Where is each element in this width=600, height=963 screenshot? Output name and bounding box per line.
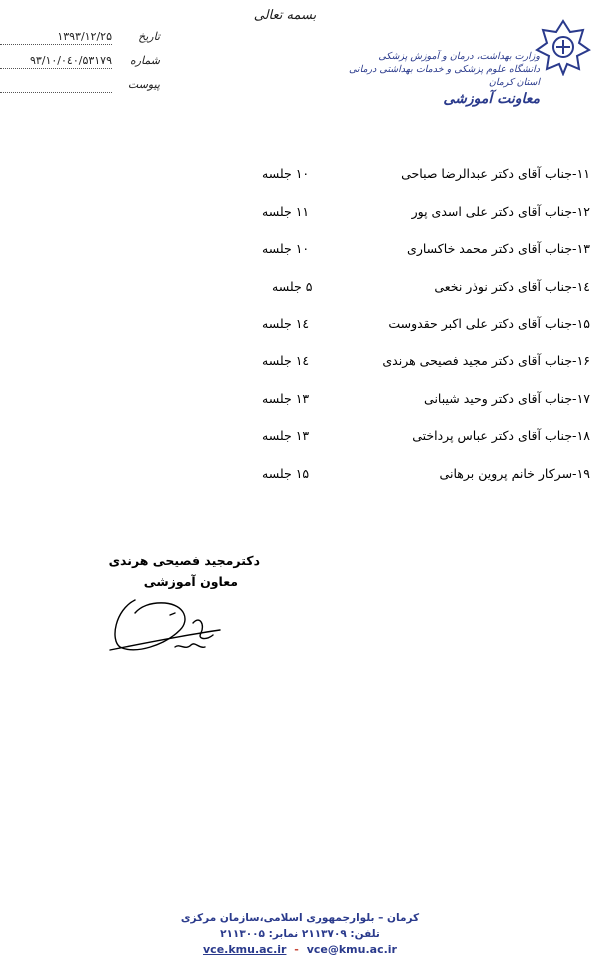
person-name: ۱۶-جناب آقای دکتر مجید فصیحی هرندی	[382, 353, 590, 368]
person-name: ۱۷-جناب آقای دکتر وحید شیبانی	[424, 391, 590, 406]
footer-address: کرمان – بلوارجمهوری اسلامی،سازمان مرکزی	[180, 912, 420, 924]
organization-header	[340, 50, 540, 107]
list-item	[250, 241, 590, 263]
university-name: دانشگاه علوم پزشکی و خدمات بهداشتی درمانی استان کرمان	[349, 64, 540, 88]
signature-block	[100, 553, 260, 589]
signatory-name: دکترمجید فصیحی هرندی	[108, 553, 260, 568]
list-item	[250, 316, 590, 338]
person-name: ۱۳-جناب آقای دکتر محمد خاکساری	[407, 241, 590, 256]
list-item	[250, 279, 590, 301]
date-label: تاریخ	[138, 30, 160, 43]
list-item	[250, 204, 590, 226]
number-label: شماره	[129, 54, 160, 67]
attachment-value	[0, 78, 112, 93]
handwritten-signature	[105, 585, 225, 670]
list-item	[250, 353, 590, 375]
website-link[interactable]: vce.kmu.ac.ir	[203, 943, 287, 956]
person-name: ۱۲-جناب آقای دکتر علی اسدی پور	[411, 204, 590, 219]
person-name: ۱۱-جناب آقای دکتر عبدالرضا صباحی	[401, 166, 590, 181]
session-count: ۱۵ جلسه	[262, 466, 310, 481]
date-row	[0, 30, 160, 48]
department-name: معاونت آموزشی	[443, 91, 540, 107]
footer-phone: تلفن: ۲۱۱۳۷۰۹ نمابر: ۲۱۱۳۰۰۵	[220, 928, 380, 940]
list-item	[250, 466, 590, 488]
session-count: ۱۱ جلسه	[262, 204, 310, 219]
session-count: ۵ جلسه	[272, 279, 313, 294]
number-row	[0, 54, 160, 72]
ministry-name: وزارت بهداشت، درمان و آموزش پزشکی	[378, 51, 540, 62]
link-separator: -	[294, 943, 299, 956]
list-item	[250, 166, 590, 188]
number-value: ۹۳/۱۰/۰٤۰/۵۳۱۷۹	[0, 54, 112, 69]
footer-contact	[150, 910, 450, 958]
person-name: ۱۵-جناب آقای دکتر علی اکبر حقدوست	[388, 316, 590, 331]
person-name: ۱۹-سرکار خانم پروین برهانی	[439, 466, 590, 481]
session-count: ۱٤ جلسه	[262, 353, 310, 368]
attachment-row	[0, 78, 160, 96]
session-count: ۱۰ جلسه	[262, 241, 310, 256]
footer-links	[150, 942, 450, 958]
session-count: ۱۳ جلسه	[262, 428, 310, 443]
university-logo-icon	[534, 18, 592, 76]
session-count: ۱۳ جلسه	[262, 391, 310, 406]
session-count: ۱٤ جلسه	[262, 316, 310, 331]
basmala-heading: بسمه تعالی	[253, 8, 317, 23]
email-address[interactable]: vce@kmu.ac.ir	[306, 943, 397, 956]
list-item	[250, 391, 590, 413]
attachment-label: پیوست	[127, 78, 160, 91]
date-value: ۱۳۹۳/۱۲/۲۵	[0, 30, 112, 45]
session-count: ۱۰ جلسه	[262, 166, 310, 181]
person-name: ۱٤-جناب آقای دکتر نوذر نخعی	[434, 279, 590, 294]
person-name: ۱۸-جناب آقای دکتر عباس پرداختی	[412, 428, 590, 443]
list-item	[250, 428, 590, 450]
signatory-title: معاون آموزشی	[143, 574, 238, 589]
